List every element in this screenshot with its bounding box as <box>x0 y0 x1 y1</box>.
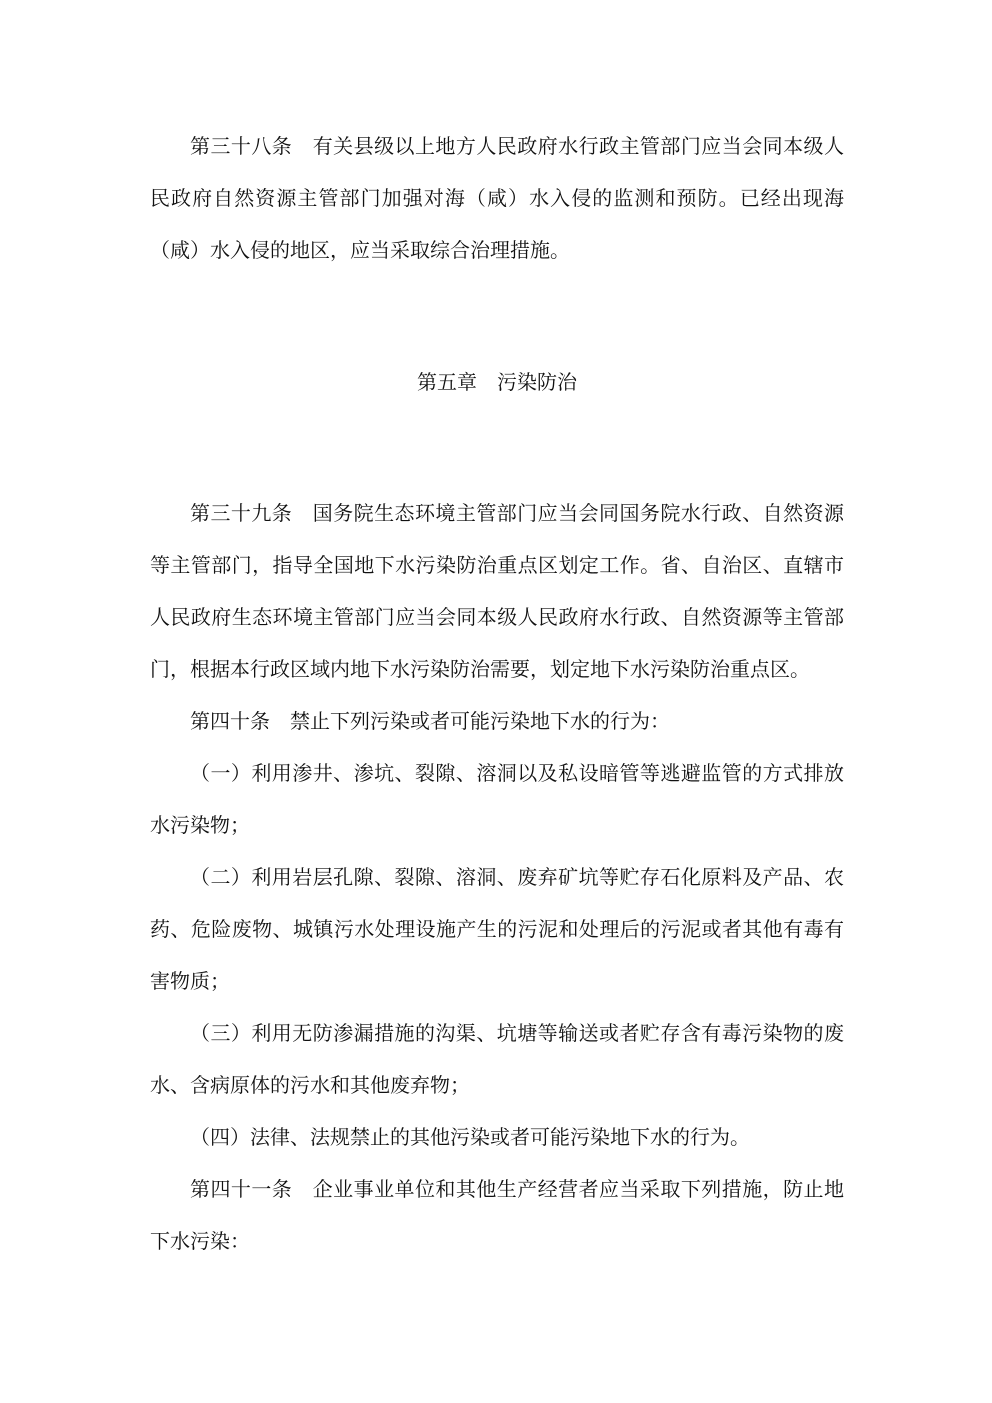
chapter-heading: 第五章 污染防治 <box>417 370 577 394</box>
article-40-item-2: （二）利用岩层孔隙、裂隙、溶洞、废弃矿坑等贮存石化原料及产品、农药、危险废物、城镇污水处理设施产生的污泥和处理后的污泥或者其他有毒有害物质； <box>150 865 844 993</box>
article-41: 第四十一条 企业事业单位和其他生产经营者应当采取下列措施，防止地下水污染： <box>150 1177 844 1253</box>
article-40-item-1: （一）利用渗井、渗坑、裂隙、溶洞以及私设暗管等逃避监管的方式排放水污染物； <box>150 761 844 837</box>
article-40-item-4: （四）法律、法规禁止的其他污染或者可能污染地下水的行为。 <box>190 1125 750 1149</box>
article-40-item-3: （三）利用无防渗漏措施的沟渠、坑塘等输送或者贮存含有毒污染物的废水、含病原体的污水和其他废弃物； <box>150 1021 844 1097</box>
article-39: 第三十九条 国务院生态环境主管部门应当会同国务院水行政、自然资源等主管部门，指导全国地下水污染防治重点区划定工作。省、自治区、直辖市人民政府生态环境主管部门应当会同本级人民政府水行政、自然资源等主管部门，根据本行政区域内地下水污染防治需要，划定地下水污染防治重点区。 <box>150 501 844 681</box>
article-40: 第四十条 禁止下列污染或者可能污染地下水的行为： <box>190 709 670 733</box>
article-38: 第三十八条 有关县级以上地方人民政府水行政主管部门应当会同本级人民政府自然资源主管部门加强对海（咸）水入侵的监测和预防。已经出现海（咸）水入侵的地区，应当采取综合治理措施。 <box>150 134 844 262</box>
